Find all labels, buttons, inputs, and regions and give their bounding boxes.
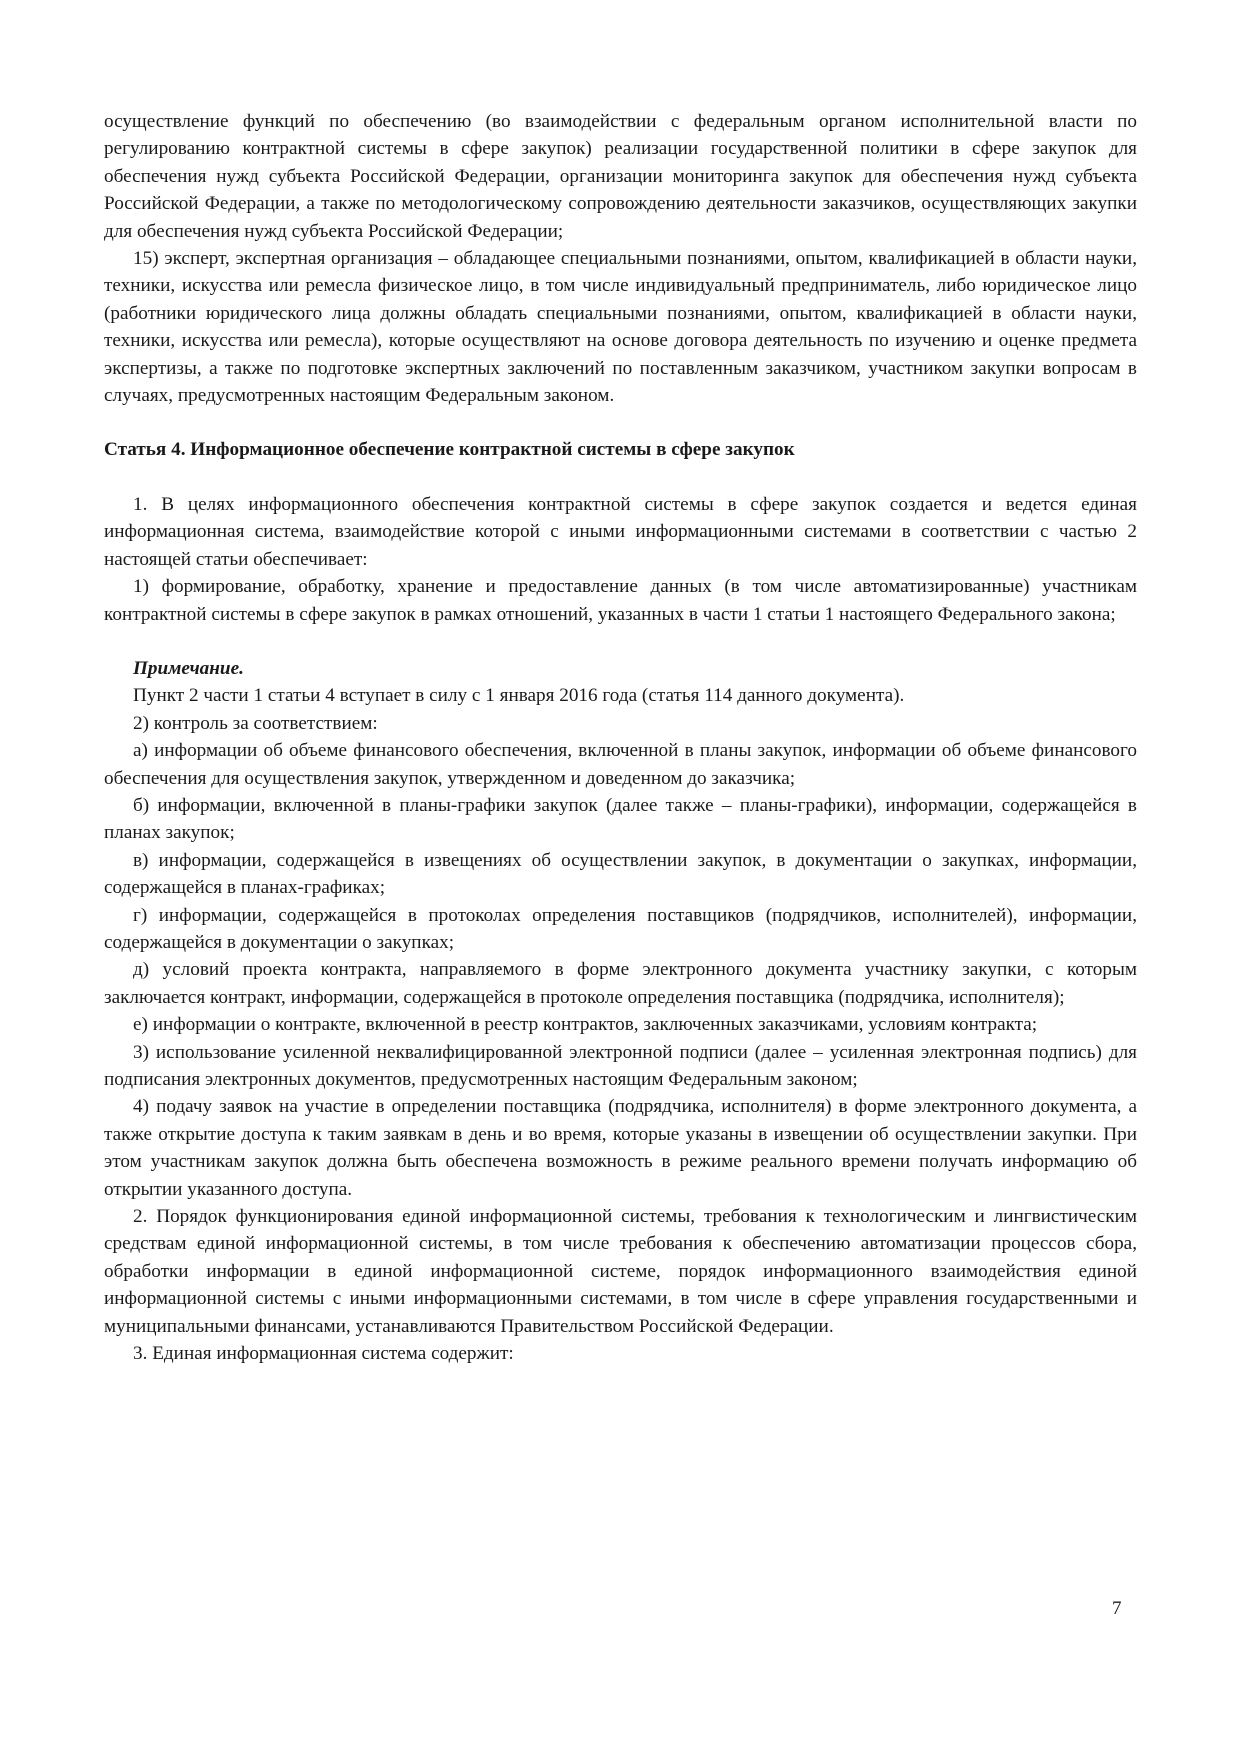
- paragraph-item-2-control: 2) контроль за соответствием:: [133, 712, 378, 734]
- paragraph-subitem-v: в) информации, содержащейся в извещениях об осуществлении закупок, в документации о закупках, информации, содержащейся в планах-графиках;: [104, 849, 1137, 899]
- paragraph-subitem-a: а) информации об объеме финансового обеспечения, включенной в планы закупок, информации об объеме финансового обеспечения для осуществления закупок, утвержденном и доведенном до заказчика;: [104, 740, 1137, 789]
- article-4-heading: Статья 4. Информационное обеспечение контрактной системы в сфере закупок: [104, 439, 795, 461]
- paragraph-article-4-part-2: 2. Порядок функционирования единой информационной системы, требования к технологическим и лингвистическим средствам единой информационной системы, в том числе требования к обеспечению автоматизации процессов сбора, обработки информации в единой информационной системе, порядок информационного взаимодействия единой информационной системы с иными информационными системами, в том числе в сфере управления государственными и муниципальными финансами, устанавливаются Правительством Российской Федерации.: [104, 1206, 1137, 1337]
- note-title: Примечание.: [133, 657, 244, 679]
- paragraph-subitem-b: б) информации, включенной в планы-графики закупок (далее также – планы-графики), информации, содержащейся в планах закупок;: [104, 794, 1137, 844]
- paragraph-article-4-item-1: 1) формирование, обработку, хранение и предоставление данных (в том числе автоматизированные) участникам контрактной системы в сфере закупок в рамках отношений, указанных в части 1 статьи 1 настоящего Федерального закона;: [104, 576, 1137, 625]
- paragraph-subitem-e: е) информации о контракте, включенной в реестр контрактов, заключенных заказчиками, условиям контракта;: [133, 1014, 1038, 1036]
- page-number: 7: [1112, 1598, 1122, 1619]
- paragraph-item-3-signature: 3) использование усиленной неквалифицированной электронной подписи (далее – усиленная электронная подпись) для подписания электронных документов, предусмотренных настоящим Федеральным законом;: [104, 1041, 1137, 1090]
- document-page: [104, 108, 1137, 1367]
- note-text: Пункт 2 части 1 статьи 4 вступает в силу с 1 января 2016 года (статья 114 данного документа).: [133, 685, 905, 707]
- paragraph-item-15-expert: 15) эксперт, экспертная организация – обладающее специальными познаниями, опытом, квалификацией в области науки, техники, искусства или ремесла физическое лицо, в том числе индивидуальный предприниматель, либо юридическое лицо (работники юридического лица должны обладать специальными познаниями, опытом, квалификацией в области науки, техники, искусства или ремесла), которые осуществляют на основе договора деятельность по изучению и оценке предмета экспертизы, а также по подготовке экспертных заключений по поставленным заказчиком, участником закупки вопросам в случаях, предусмотренных настоящим Федеральным законом.: [104, 248, 1137, 407]
- paragraph-item-4-applications: 4) подачу заявок на участие в определении поставщика (подрядчика, исполнителя) в форме электронного документа, а также открытие доступа к таким заявкам в день и во время, которые указаны в извещении об осуществлении закупки. При этом участникам закупок должна быть обеспечена возможность в режиме реального времени получать информацию об открытии указанного доступа.: [104, 1096, 1137, 1200]
- paragraph-subitem-g: г) информации, содержащейся в протоколах определения поставщиков (подрядчиков, исполнителей), информации, содержащейся в документации о закупках;: [104, 904, 1137, 953]
- paragraph-article-4-part-1: 1. В целях информационного обеспечения контрактной системы в сфере закупок создается и ведется единая информационная система, взаимодействие которой с иными информационными системами в соответствии с частью 2 настоящей статьи обеспечивает:: [104, 493, 1137, 570]
- paragraph-subitem-d: д) условий проекта контракта, направляемого в форме электронного документа участнику закупки, с которым заключается контракт, информации, содержащейся в протоколе определения поставщика (подрядчика, исполнителя);: [104, 959, 1137, 1008]
- paragraph-functions-continuation: осуществление функций по обеспечению (во взаимодействии с федеральным органом исполнительной власти по регулированию контрактной системы в сфере закупок) реализации государственной политики в сфере закупок для обеспечения нужд субъекта Российской Федерации, организации мониторинга закупок для обеспечения нужд субъекта Российской Федерации, а также по методологическому сопровождению деятельности заказчиков, осуществляющих закупки для обеспечения нужд субъекта Российской Федерации;: [104, 111, 1137, 242]
- paragraph-article-4-part-3: 3. Единая информационная система содержит:: [133, 1343, 514, 1365]
